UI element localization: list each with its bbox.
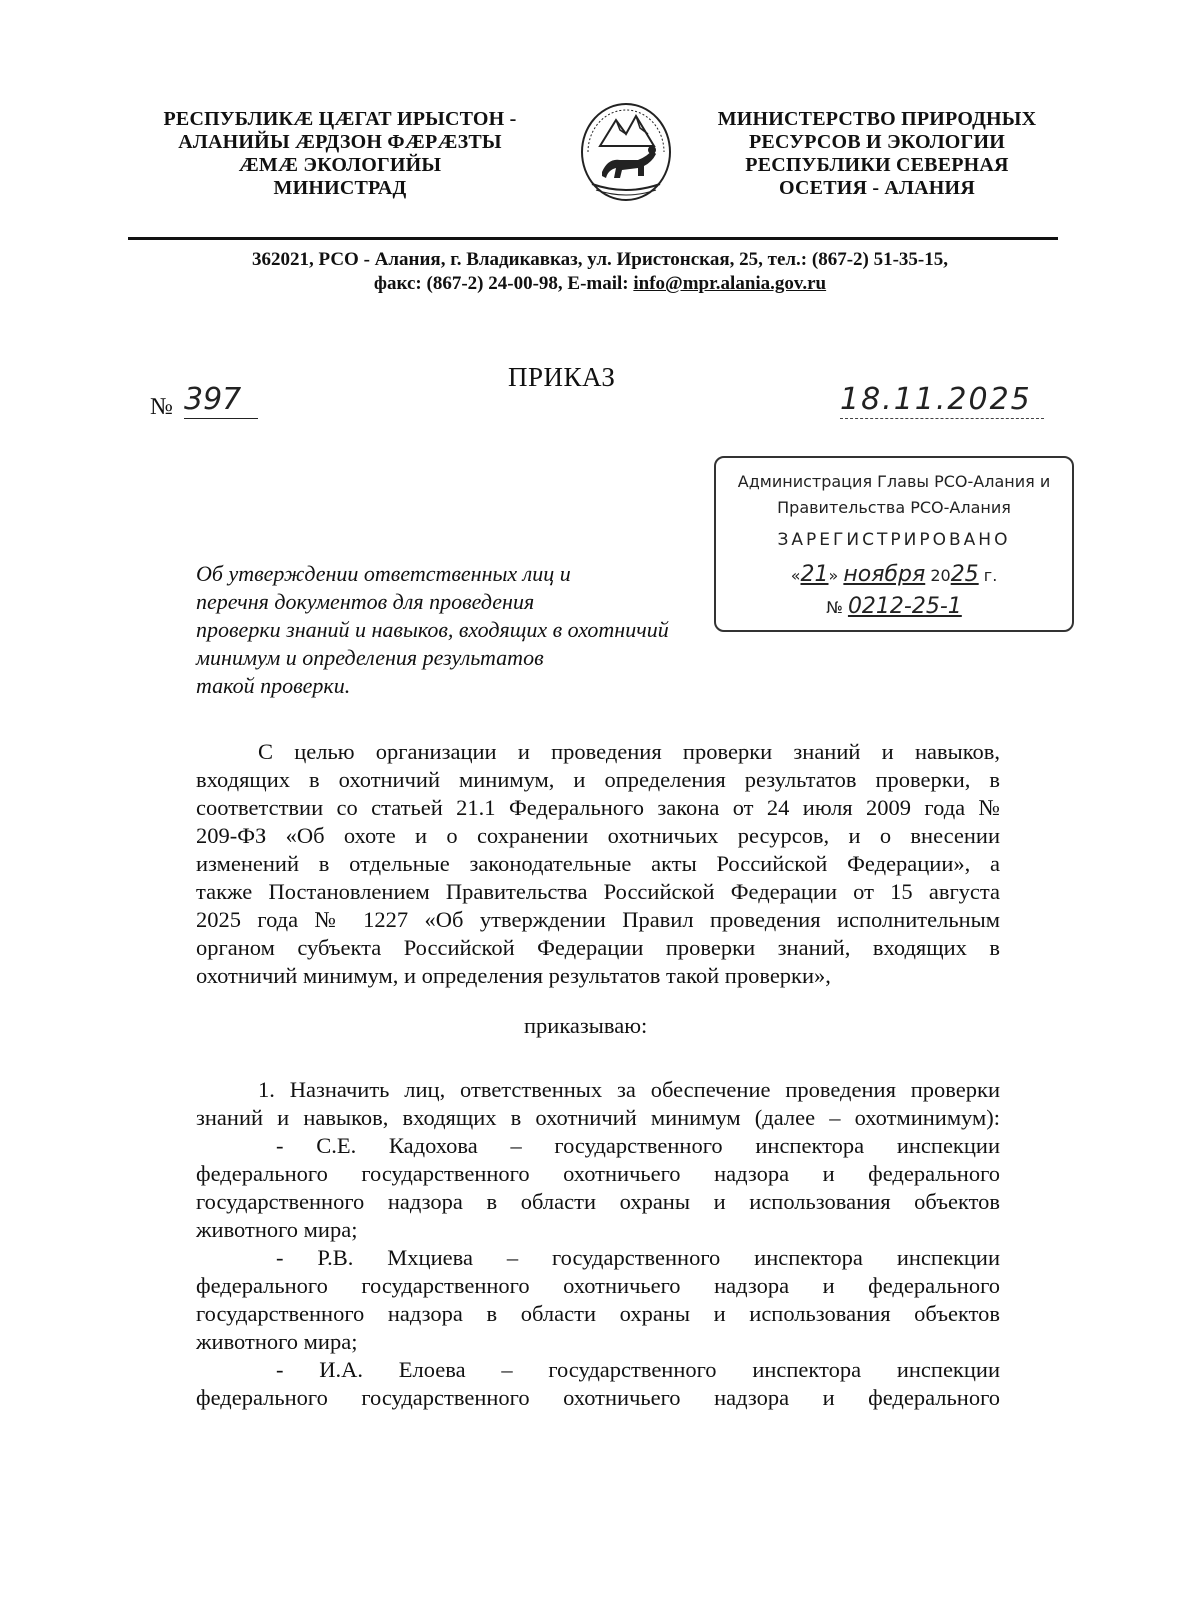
stamp-number — [716, 594, 1072, 619]
body-line: животного мира; — [196, 1329, 358, 1354]
stamp-year-suffix: г. — [983, 566, 998, 585]
coat-of-arms-icon — [578, 100, 674, 204]
header-left-line: МИНИСТРАД — [273, 177, 407, 199]
body-line: органом субъекта Российской Федерации проверки знаний, входящих в — [196, 935, 1000, 960]
contact-line — [150, 272, 1050, 296]
preamble-paragraph — [196, 738, 1000, 990]
order-number-label: № — [150, 394, 173, 420]
body-line: федерального государственного охотничьего надзора и федерального — [196, 1273, 1000, 1298]
fax-label: факс: (867-2) 24-00-98, E-mail: — [373, 273, 634, 294]
stamp-year: 25 — [950, 562, 979, 587]
header-divider — [128, 237, 1058, 240]
body-line: также Постановлением Правительства Российской Федерации от 15 августа — [196, 879, 1000, 904]
stamp-registered: ЗАРЕГИСТРИРОВАНО — [777, 530, 1011, 550]
stamp-day: 21 — [800, 562, 829, 587]
clause-1 — [196, 1076, 1000, 1412]
body-line: 1. Назначить лиц, ответственных за обеспечение проведения проверки — [258, 1077, 1000, 1102]
body-line: животного мира; — [196, 1217, 358, 1242]
stamp-number-value: 0212-25-1 — [847, 594, 962, 619]
order-date: 18.11.2025 — [840, 382, 1044, 419]
body-line: знаний и навыков, входящих в охотничий минимум (далее – охотминимум): — [196, 1105, 1000, 1130]
body-line: государственного надзора в области охраны и использования объектов — [196, 1301, 1000, 1326]
header-right-line: РЕСУРСОВ И ЭКОЛОГИИ — [749, 131, 1005, 153]
subject-line: такой проверки. — [196, 673, 351, 698]
body-line: государственного надзора в области охраны и использования объектов — [196, 1189, 1000, 1214]
header-right-line: ОСЕТИЯ - АЛАНИЯ — [779, 177, 975, 199]
header-right-line: МИНИСТЕРСТВО ПРИРОДНЫХ — [717, 108, 1037, 130]
subject-line: минимум и определения результатов — [196, 645, 544, 670]
header-left-line: ÆМÆ ЭКОЛОГИЙЫ — [238, 154, 442, 176]
stamp-year-prefix: 20 — [930, 566, 951, 585]
order-directive: приказываю: — [524, 1013, 648, 1038]
address-line: 362021, РСО - Алания, г. Владикавказ, ул. Иристонская, 25, тел.: (867-2) 51-35-15, — [251, 249, 948, 270]
body-line: соответствии со статьей 21.1 Федерального закона от 24 июля 2009 года № — [196, 795, 1000, 820]
subject-line: Об утверждении ответственных лиц и — [196, 561, 571, 586]
stamp-line: Правительства РСО-Алания — [777, 498, 1011, 517]
registration-stamp — [714, 456, 1074, 632]
header-left-line: АЛАНИЙЫ ÆРДЗОН ФÆРÆЗТЫ — [178, 131, 502, 153]
subject-line: перечня документов для проведения — [196, 589, 535, 614]
header-right-line: РЕСПУБЛИКИ СЕВЕРНАЯ — [745, 154, 1009, 176]
body-line: федерального государственного охотничьего надзора и федерального — [196, 1161, 1000, 1186]
order-subject — [196, 560, 756, 700]
body-line: С целью организации и проведения проверки знаний и навыков, — [258, 739, 1000, 764]
stamp-date: «21» ноября 2025 г. — [790, 562, 998, 587]
body-line: входящих в охотничий минимум, и определения результатов проверки, в — [196, 767, 1000, 792]
subject-line: проверки знаний и навыков, входящих в охотничий — [196, 617, 669, 642]
header-left-line: РЕСПУБЛИКÆ ЦÆГАТ ИРЫСТОН - — [163, 108, 517, 130]
stamp-line: Администрация Главы РСО-Алания и — [737, 472, 1051, 491]
list-item: - Р.В. Мхциева – государственного инспектора инспекции — [276, 1245, 1000, 1270]
header-right-russian — [712, 108, 1042, 200]
body-line: изменений в отдельные законодательные акты Российской Федерации», а — [196, 851, 1000, 876]
stamp-month: ноября — [843, 562, 926, 587]
header-left-ossetian — [150, 108, 530, 200]
body-line: 209-ФЗ «Об охоте и о сохранении охотничьих ресурсов, и о внесении — [196, 823, 1000, 848]
order-number: 397 — [184, 382, 258, 419]
stamp-number-label: № — [826, 598, 843, 617]
body-line: 2025 года № 1227 «Об утверждении Правил проведения исполнительным — [196, 907, 1000, 932]
email-link[interactable]: info@mpr.alania.gov.ru — [633, 273, 827, 294]
list-item: - С.Е. Кадохова – государственного инспектора инспекции — [276, 1133, 1000, 1158]
body-line: федерального государственного охотничьего надзора и федерального — [196, 1385, 1000, 1410]
list-item: - И.А. Елоева – государственного инспектора инспекции — [276, 1357, 1000, 1382]
document-title: ПРИКАЗ — [508, 362, 616, 392]
body-line: охотничий минимум, и определения результатов такой проверки», — [196, 963, 831, 988]
